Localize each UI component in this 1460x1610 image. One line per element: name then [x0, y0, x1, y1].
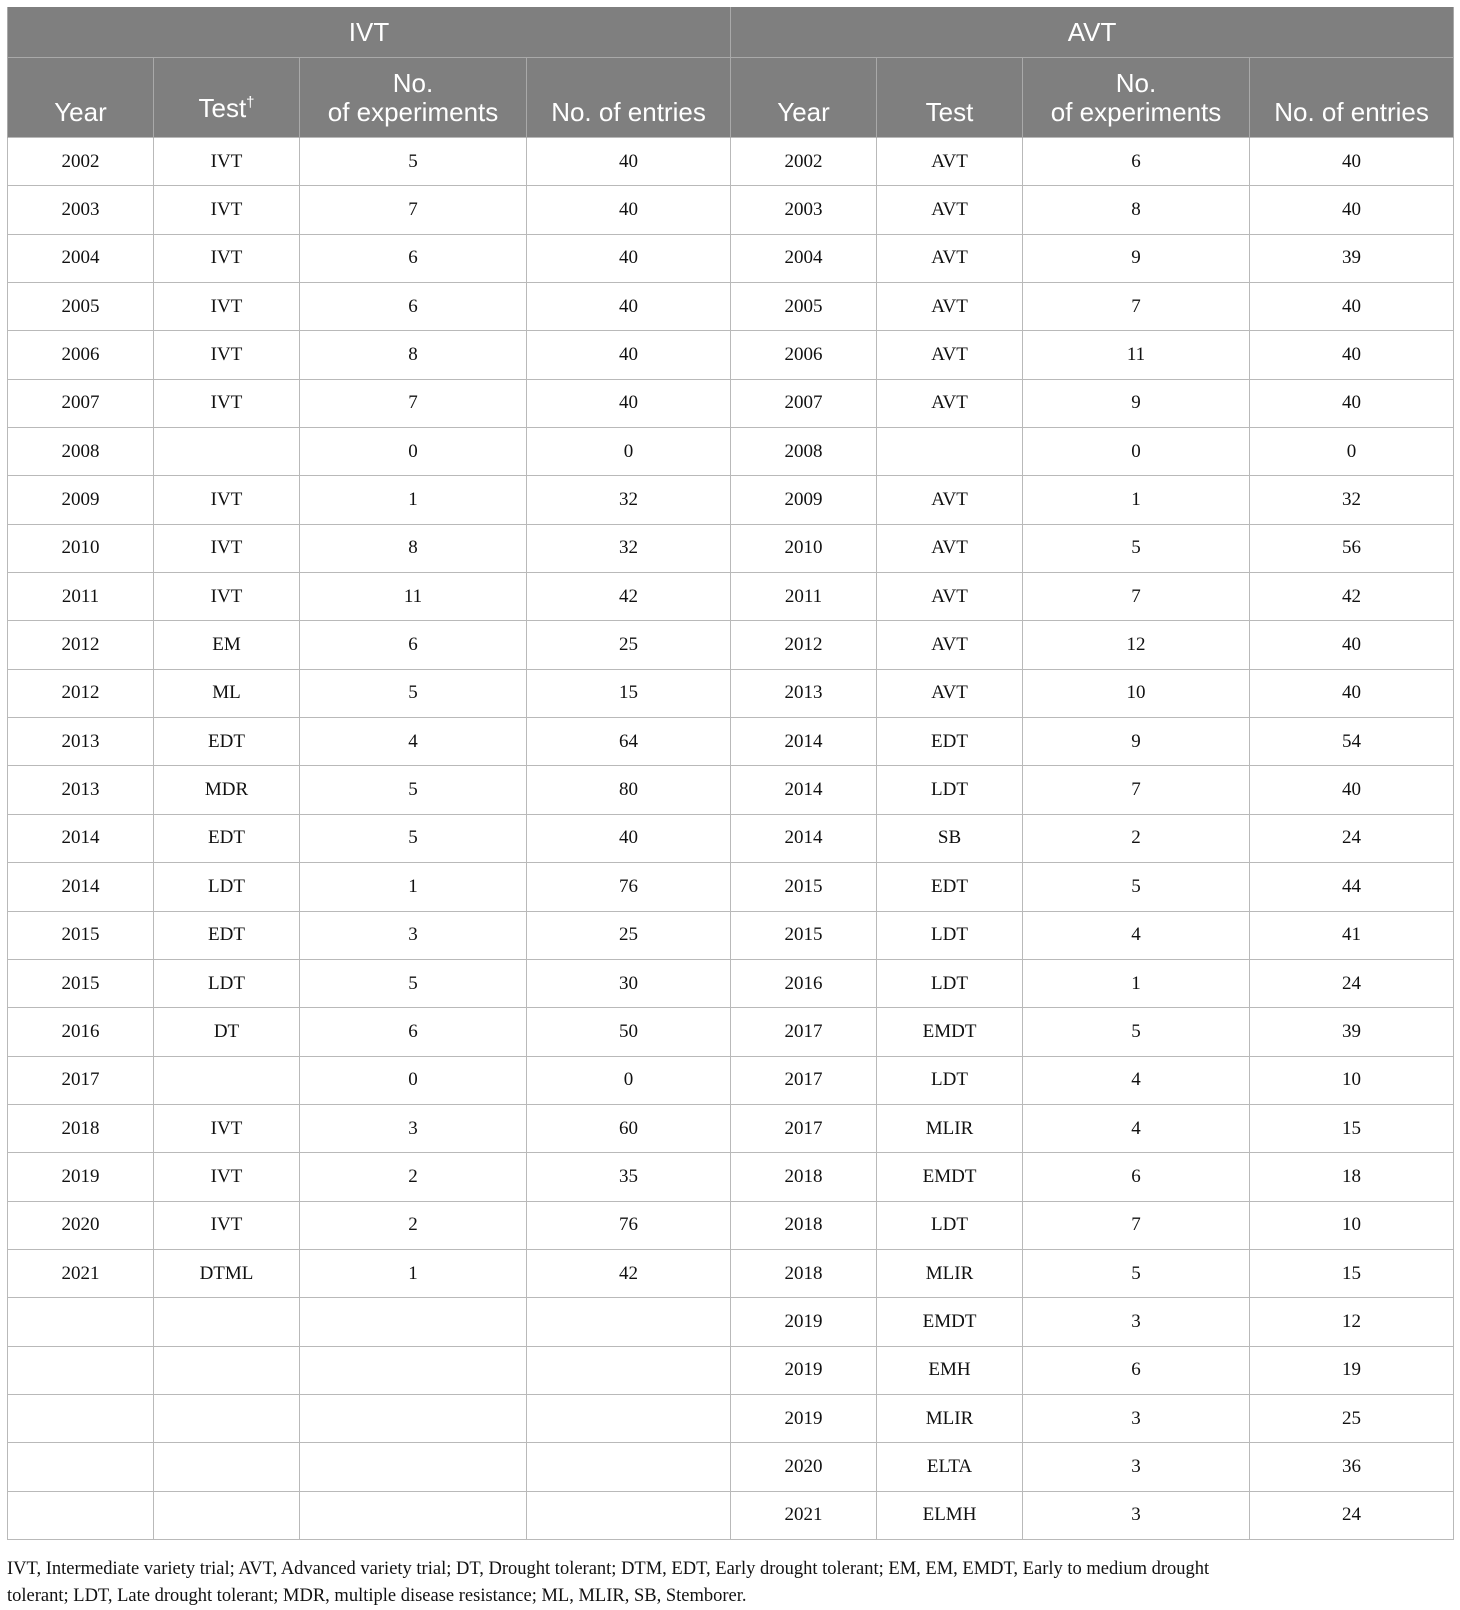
table-row	[8, 1056, 1454, 1104]
avt-test-cell: EDT	[877, 718, 1023, 766]
ivt-test-cell	[154, 1056, 300, 1104]
table-row	[8, 621, 1454, 669]
ivt-entries-cell: 30	[527, 959, 731, 1007]
ivt-year-cell: 2014	[8, 863, 154, 911]
avt-test-cell: LDT	[877, 959, 1023, 1007]
avt-experiments-cell: 5	[1023, 1008, 1250, 1056]
ivt-entries-cell: 42	[527, 573, 731, 621]
avt-year-cell: 2003	[731, 186, 877, 234]
ivt-test-cell: IVT	[154, 379, 300, 427]
ivt-test-cell: IVT	[154, 476, 300, 524]
avt-entries-cell: 40	[1250, 766, 1454, 814]
ivt-year-cell: 2005	[8, 283, 154, 331]
ivt-experiments-cell: 4	[300, 718, 527, 766]
ivt-experiments-cell: 5	[300, 959, 527, 1007]
avt-year-cell: 2014	[731, 718, 877, 766]
ivt-test-cell: IVT	[154, 573, 300, 621]
ivt-test-header: Test†	[154, 58, 300, 138]
ivt-experiments-cell	[300, 1491, 527, 1539]
ivt-test-cell	[154, 1298, 300, 1346]
avt-experiments-header: No. of experiments	[1023, 58, 1250, 138]
ivt-experiments-cell: 1	[300, 1249, 527, 1297]
footnote-line-2: tolerant; LDT, Late drought tolerant; MDR, multiple disease resistance; ML, MLIR, SB, Stemborer.	[7, 1586, 747, 1606]
ivt-experiments-cell: 6	[300, 283, 527, 331]
avt-entries-cell: 15	[1250, 1249, 1454, 1297]
ivt-experiments-cell: 6	[300, 1008, 527, 1056]
table-row	[8, 1008, 1454, 1056]
ivt-entries-cell	[527, 1394, 731, 1442]
ivt-test-cell: IVT	[154, 524, 300, 572]
avt-experiments-cell: 3	[1023, 1443, 1250, 1491]
ivt-year-cell: 2016	[8, 1008, 154, 1056]
ivt-experiments-cell	[300, 1443, 527, 1491]
ivt-entries-cell: 0	[527, 1056, 731, 1104]
trials-table	[7, 7, 1454, 1540]
avt-experiments-cell: 7	[1023, 766, 1250, 814]
avt-experiments-cell: 10	[1023, 669, 1250, 717]
ivt-experiments-cell: 7	[300, 379, 527, 427]
table-row	[8, 1346, 1454, 1394]
ivt-experiments-cell: 5	[300, 669, 527, 717]
avt-entries-cell: 25	[1250, 1394, 1454, 1442]
ivt-year-cell	[8, 1491, 154, 1539]
ivt-entries-cell: 40	[527, 283, 731, 331]
avt-experiments-cell: 6	[1023, 1153, 1250, 1201]
ivt-experiments-cell: 0	[300, 428, 527, 476]
avt-test-cell: AVT	[877, 186, 1023, 234]
ivt-entries-cell: 25	[527, 621, 731, 669]
avt-year-cell: 2004	[731, 234, 877, 282]
avt-entries-cell: 40	[1250, 669, 1454, 717]
avt-entries-cell: 12	[1250, 1298, 1454, 1346]
ivt-year-cell: 2002	[8, 138, 154, 186]
ivt-entries-cell: 40	[527, 331, 731, 379]
ivt-entries-cell	[527, 1298, 731, 1346]
avt-entries-cell: 36	[1250, 1443, 1454, 1491]
avt-entries-cell: 40	[1250, 138, 1454, 186]
avt-experiments-cell: 2	[1023, 814, 1250, 862]
ivt-test-cell: ML	[154, 669, 300, 717]
avt-test-cell: AVT	[877, 476, 1023, 524]
avt-experiments-cell: 3	[1023, 1491, 1250, 1539]
avt-year-cell: 2002	[731, 138, 877, 186]
avt-experiments-cell: 8	[1023, 186, 1250, 234]
ivt-experiments-cell: 1	[300, 476, 527, 524]
ivt-year-cell: 2019	[8, 1153, 154, 1201]
ivt-test-cell: EM	[154, 621, 300, 669]
avt-entries-cell: 40	[1250, 331, 1454, 379]
ivt-experiments-cell: 2	[300, 1201, 527, 1249]
ivt-experiments-cell	[300, 1298, 527, 1346]
ivt-test-cell: EDT	[154, 911, 300, 959]
ivt-entries-cell: 35	[527, 1153, 731, 1201]
avt-year-cell: 2019	[731, 1394, 877, 1442]
ivt-experiments-cell: 7	[300, 186, 527, 234]
ivt-entries-cell: 40	[527, 186, 731, 234]
table-row	[8, 573, 1454, 621]
avt-entries-cell: 32	[1250, 476, 1454, 524]
table-row	[8, 186, 1454, 234]
avt-test-cell: ELTA	[877, 1443, 1023, 1491]
avt-test-header: Test	[877, 58, 1023, 138]
ivt-year-cell	[8, 1394, 154, 1442]
ivt-year-cell: 2011	[8, 573, 154, 621]
avt-entries-header: No. of entries	[1250, 58, 1454, 138]
avt-entries-cell: 56	[1250, 524, 1454, 572]
ivt-entries-cell: 0	[527, 428, 731, 476]
avt-experiments-cell: 5	[1023, 1249, 1250, 1297]
table-row	[8, 911, 1454, 959]
avt-experiments-cell: 5	[1023, 863, 1250, 911]
avt-experiments-cell: 3	[1023, 1298, 1250, 1346]
ivt-test-cell: IVT	[154, 186, 300, 234]
avt-experiments-cell: 6	[1023, 138, 1250, 186]
avt-entries-cell: 40	[1250, 186, 1454, 234]
avt-experiments-cell: 12	[1023, 621, 1250, 669]
ivt-experiments-cell	[300, 1394, 527, 1442]
ivt-entries-cell: 42	[527, 1249, 731, 1297]
avt-year-cell: 2011	[731, 573, 877, 621]
ivt-test-cell: EDT	[154, 814, 300, 862]
ivt-test-cell: IVT	[154, 138, 300, 186]
avt-entries-cell: 24	[1250, 1491, 1454, 1539]
ivt-entries-cell: 76	[527, 1201, 731, 1249]
ivt-entries-cell: 32	[527, 476, 731, 524]
table-row	[8, 1491, 1454, 1539]
avt-entries-cell: 40	[1250, 379, 1454, 427]
table-row	[8, 1443, 1454, 1491]
table-row	[8, 718, 1454, 766]
avt-entries-cell: 39	[1250, 1008, 1454, 1056]
ivt-experiments-cell: 5	[300, 814, 527, 862]
ivt-year-cell: 2009	[8, 476, 154, 524]
ivt-entries-cell	[527, 1346, 731, 1394]
avt-experiments-cell: 11	[1023, 331, 1250, 379]
ivt-test-cell: LDT	[154, 959, 300, 1007]
ivt-year-cell	[8, 1298, 154, 1346]
avt-experiments-cell: 3	[1023, 1394, 1250, 1442]
avt-entries-cell: 41	[1250, 911, 1454, 959]
ivt-experiments-cell: 1	[300, 863, 527, 911]
avt-experiments-cell: 9	[1023, 718, 1250, 766]
footnote-line-1: IVT, Intermediate variety trial; AVT, Advanced variety trial; DT, Drought tolerant; DTM, EDT, Early drought tolerant; EM, EM, EMDT, Early to medium drought	[7, 1559, 1210, 1579]
ivt-test-cell	[154, 1491, 300, 1539]
group-header-ivt: IVT	[8, 7, 731, 58]
avt-year-header: Year	[731, 58, 877, 138]
ivt-year-cell: 2015	[8, 911, 154, 959]
avt-year-cell: 2009	[731, 476, 877, 524]
ivt-year-cell: 2014	[8, 814, 154, 862]
ivt-experiments-cell: 5	[300, 766, 527, 814]
ivt-entries-cell: 40	[527, 234, 731, 282]
ivt-experiments-header: No. of experiments	[300, 58, 527, 138]
ivt-entries-cell: 40	[527, 138, 731, 186]
ivt-entries-cell: 50	[527, 1008, 731, 1056]
avt-year-cell: 2020	[731, 1443, 877, 1491]
avt-year-cell: 2018	[731, 1201, 877, 1249]
ivt-entries-cell: 40	[527, 379, 731, 427]
avt-year-cell: 2018	[731, 1153, 877, 1201]
avt-entries-cell: 24	[1250, 959, 1454, 1007]
ivt-test-cell: IVT	[154, 1104, 300, 1152]
avt-test-cell: MLIR	[877, 1104, 1023, 1152]
ivt-entries-cell: 32	[527, 524, 731, 572]
table-row	[8, 331, 1454, 379]
avt-year-cell: 2018	[731, 1249, 877, 1297]
ivt-test-cell: DT	[154, 1008, 300, 1056]
data-table-container	[7, 7, 1453, 1540]
avt-entries-cell: 19	[1250, 1346, 1454, 1394]
table-row	[8, 1394, 1454, 1442]
ivt-year-header: Year	[8, 58, 154, 138]
avt-experiments-cell: 5	[1023, 524, 1250, 572]
ivt-test-cell: LDT	[154, 863, 300, 911]
avt-year-cell: 2016	[731, 959, 877, 1007]
table-row	[8, 863, 1454, 911]
avt-test-cell: ELMH	[877, 1491, 1023, 1539]
ivt-experiments-cell: 3	[300, 911, 527, 959]
table-row	[8, 1201, 1454, 1249]
ivt-year-cell: 2007	[8, 379, 154, 427]
avt-test-cell: EMDT	[877, 1008, 1023, 1056]
avt-test-cell: AVT	[877, 379, 1023, 427]
ivt-experiments-cell	[300, 1346, 527, 1394]
ivt-test-cell	[154, 428, 300, 476]
avt-year-cell: 2014	[731, 814, 877, 862]
ivt-year-cell: 2012	[8, 669, 154, 717]
ivt-test-cell: IVT	[154, 234, 300, 282]
avt-entries-cell: 10	[1250, 1056, 1454, 1104]
avt-entries-cell: 39	[1250, 234, 1454, 282]
ivt-year-cell: 2012	[8, 621, 154, 669]
ivt-entries-cell: 25	[527, 911, 731, 959]
ivt-entries-cell	[527, 1491, 731, 1539]
ivt-year-cell: 2003	[8, 186, 154, 234]
avt-entries-cell: 54	[1250, 718, 1454, 766]
table-row	[8, 476, 1454, 524]
ivt-test-cell: EDT	[154, 718, 300, 766]
avt-entries-cell: 15	[1250, 1104, 1454, 1152]
ivt-year-cell: 2021	[8, 1249, 154, 1297]
avt-experiments-cell: 4	[1023, 1056, 1250, 1104]
ivt-entries-cell: 80	[527, 766, 731, 814]
table-row	[8, 1153, 1454, 1201]
table-row	[8, 669, 1454, 717]
table-row	[8, 283, 1454, 331]
group-header-avt: AVT	[731, 7, 1454, 58]
avt-year-cell: 2017	[731, 1008, 877, 1056]
avt-year-cell: 2019	[731, 1298, 877, 1346]
ivt-test-cell: IVT	[154, 1201, 300, 1249]
avt-experiments-cell: 7	[1023, 573, 1250, 621]
avt-entries-cell: 18	[1250, 1153, 1454, 1201]
ivt-entries-cell	[527, 1443, 731, 1491]
table-row	[8, 379, 1454, 427]
avt-year-cell: 2008	[731, 428, 877, 476]
ivt-year-cell: 2013	[8, 718, 154, 766]
dagger-footnote-mark: †	[246, 94, 255, 111]
avt-entries-cell: 40	[1250, 283, 1454, 331]
table-row	[8, 234, 1454, 282]
avt-year-cell: 2021	[731, 1491, 877, 1539]
ivt-test-cell	[154, 1443, 300, 1491]
ivt-year-cell	[8, 1443, 154, 1491]
avt-experiments-cell: 0	[1023, 428, 1250, 476]
avt-year-cell: 2012	[731, 621, 877, 669]
ivt-experiments-cell: 2	[300, 1153, 527, 1201]
table-row	[8, 524, 1454, 572]
avt-year-cell: 2010	[731, 524, 877, 572]
table-footnote	[7, 1556, 1453, 1610]
ivt-entries-cell: 15	[527, 669, 731, 717]
avt-experiments-cell: 9	[1023, 234, 1250, 282]
avt-test-cell: AVT	[877, 138, 1023, 186]
avt-experiments-cell: 9	[1023, 379, 1250, 427]
ivt-entries-cell: 40	[527, 814, 731, 862]
ivt-experiments-cell: 5	[300, 138, 527, 186]
ivt-test-cell: IVT	[154, 331, 300, 379]
ivt-experiments-cell: 0	[300, 1056, 527, 1104]
avt-test-cell: AVT	[877, 524, 1023, 572]
ivt-entries-header: No. of entries	[527, 58, 731, 138]
avt-test-cell: LDT	[877, 1056, 1023, 1104]
avt-year-cell: 2013	[731, 669, 877, 717]
ivt-test-cell: IVT	[154, 1153, 300, 1201]
avt-year-cell: 2017	[731, 1056, 877, 1104]
avt-test-cell: LDT	[877, 1201, 1023, 1249]
avt-test-cell: AVT	[877, 283, 1023, 331]
avt-entries-cell: 0	[1250, 428, 1454, 476]
avt-year-cell: 2015	[731, 863, 877, 911]
table-row	[8, 428, 1454, 476]
ivt-year-cell	[8, 1346, 154, 1394]
avt-year-cell: 2007	[731, 379, 877, 427]
avt-experiments-cell: 6	[1023, 1346, 1250, 1394]
table-row	[8, 814, 1454, 862]
avt-test-cell: LDT	[877, 766, 1023, 814]
ivt-entries-cell: 60	[527, 1104, 731, 1152]
ivt-year-cell: 2004	[8, 234, 154, 282]
avt-year-cell: 2006	[731, 331, 877, 379]
avt-experiments-cell: 4	[1023, 911, 1250, 959]
avt-test-cell: AVT	[877, 234, 1023, 282]
avt-test-cell: AVT	[877, 621, 1023, 669]
ivt-experiments-cell: 3	[300, 1104, 527, 1152]
avt-test-cell: AVT	[877, 669, 1023, 717]
avt-test-cell: AVT	[877, 331, 1023, 379]
avt-experiments-cell: 1	[1023, 476, 1250, 524]
avt-entries-cell: 42	[1250, 573, 1454, 621]
avt-entries-cell: 44	[1250, 863, 1454, 911]
table-row	[8, 1104, 1454, 1152]
table-row	[8, 959, 1454, 1007]
ivt-experiments-cell: 8	[300, 331, 527, 379]
ivt-year-cell: 2017	[8, 1056, 154, 1104]
ivt-year-cell: 2013	[8, 766, 154, 814]
ivt-entries-cell: 64	[527, 718, 731, 766]
avt-test-cell: MLIR	[877, 1249, 1023, 1297]
ivt-experiments-cell: 11	[300, 573, 527, 621]
avt-entries-cell: 24	[1250, 814, 1454, 862]
avt-test-cell: EDT	[877, 863, 1023, 911]
ivt-year-cell: 2008	[8, 428, 154, 476]
avt-test-cell: MLIR	[877, 1394, 1023, 1442]
avt-year-cell: 2014	[731, 766, 877, 814]
ivt-year-cell: 2020	[8, 1201, 154, 1249]
avt-test-cell: EMDT	[877, 1153, 1023, 1201]
avt-experiments-cell: 7	[1023, 1201, 1250, 1249]
avt-test-cell: EMDT	[877, 1298, 1023, 1346]
avt-year-cell: 2017	[731, 1104, 877, 1152]
avt-test-cell: AVT	[877, 573, 1023, 621]
avt-entries-cell: 10	[1250, 1201, 1454, 1249]
avt-test-cell: EMH	[877, 1346, 1023, 1394]
ivt-year-cell: 2006	[8, 331, 154, 379]
table-body	[8, 138, 1454, 1540]
avt-entries-cell: 40	[1250, 621, 1454, 669]
avt-experiments-cell: 7	[1023, 283, 1250, 331]
table-row	[8, 766, 1454, 814]
table-row	[8, 138, 1454, 186]
avt-experiments-cell: 4	[1023, 1104, 1250, 1152]
table-row	[8, 1249, 1454, 1297]
table-row	[8, 1298, 1454, 1346]
ivt-year-cell: 2015	[8, 959, 154, 1007]
ivt-entries-cell: 76	[527, 863, 731, 911]
avt-test-cell: LDT	[877, 911, 1023, 959]
table-header	[8, 7, 1454, 138]
avt-year-cell: 2019	[731, 1346, 877, 1394]
avt-year-cell: 2015	[731, 911, 877, 959]
ivt-test-cell: DTML	[154, 1249, 300, 1297]
ivt-experiments-cell: 6	[300, 621, 527, 669]
ivt-test-cell	[154, 1346, 300, 1394]
avt-year-cell: 2005	[731, 283, 877, 331]
avt-experiments-cell: 1	[1023, 959, 1250, 1007]
ivt-test-cell	[154, 1394, 300, 1442]
avt-test-cell	[877, 428, 1023, 476]
ivt-test-cell: IVT	[154, 283, 300, 331]
ivt-test-cell: MDR	[154, 766, 300, 814]
ivt-experiments-cell: 8	[300, 524, 527, 572]
ivt-year-cell: 2010	[8, 524, 154, 572]
ivt-year-cell: 2018	[8, 1104, 154, 1152]
ivt-experiments-cell: 6	[300, 234, 527, 282]
avt-test-cell: SB	[877, 814, 1023, 862]
